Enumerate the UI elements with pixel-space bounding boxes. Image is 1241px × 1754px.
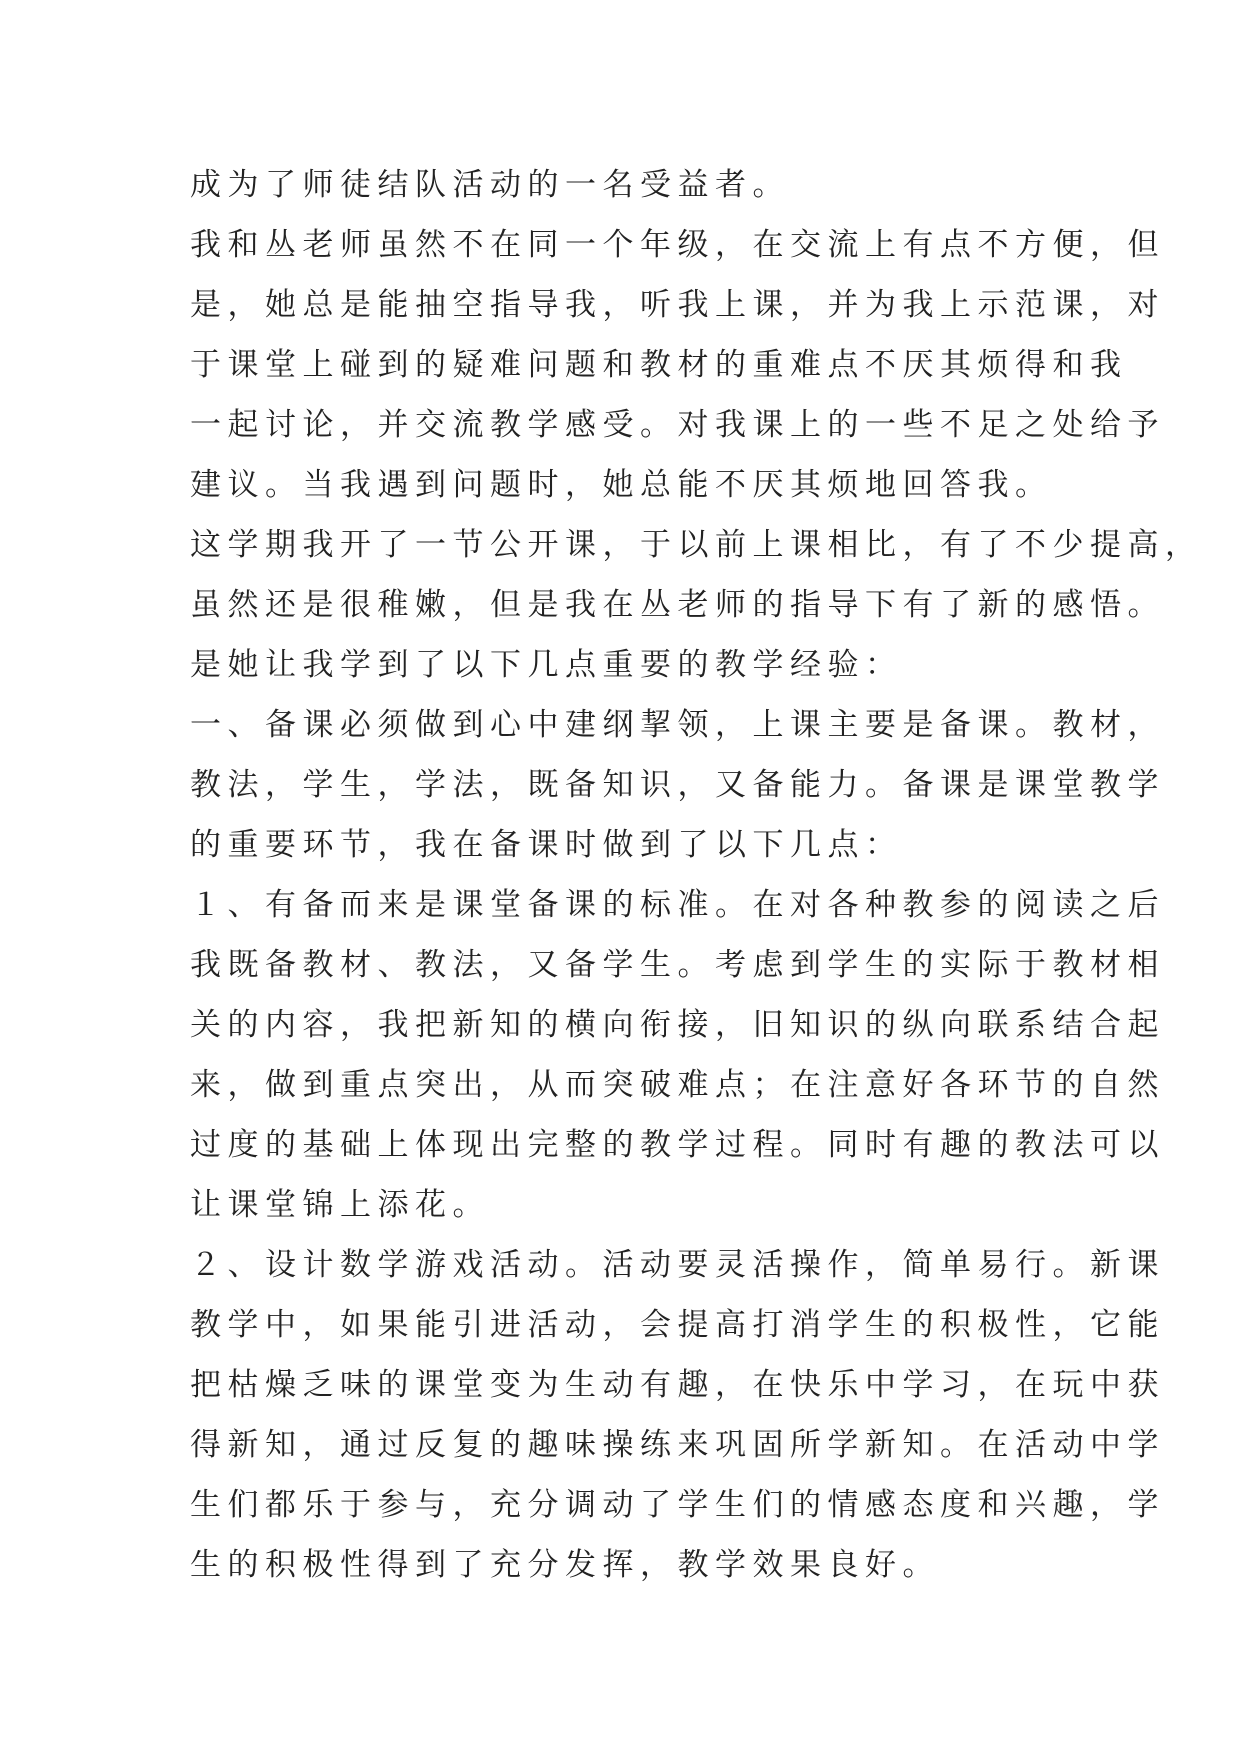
text-line: 我和丛老师虽然不在同一个年级，在交流上有点不方便，但 xyxy=(190,227,1165,263)
text-line: 教学中，如果能引进活动，会提高打消学生的积极性，它能 xyxy=(190,1307,1165,1343)
text-line: 来，做到重点突出，从而突破难点；在注意好各环节的自然 xyxy=(190,1067,1165,1103)
text-line: 的重要环节，我在备课时做到了以下几点： xyxy=(190,827,903,863)
text-line: １、有备而来是课堂备课的标准。在对各种教参的阅读之后 xyxy=(190,887,1165,923)
text-line: 得新知，通过反复的趣味操练来巩固所学新知。在活动中学 xyxy=(190,1427,1165,1463)
text-line: 虽然还是很稚嫩，但是我在丛老师的指导下有了新的感悟。 xyxy=(190,587,1165,623)
text-line: 于课堂上碰到的疑难问题和教材的重难点不厌其烦得和我 xyxy=(190,347,1128,383)
text-line: 建议。当我遇到问题时，她总能不厌其烦地回答我。 xyxy=(190,467,1053,503)
text-line: 是，她总是能抽空指导我，听我上课，并为我上示范课，对 xyxy=(190,287,1165,323)
text-line: 成为了师徒结队活动的一名受益者。 xyxy=(190,167,790,203)
text-line: 让课堂锦上添花。 xyxy=(190,1187,490,1223)
text-line: 关的内容，我把新知的横向衔接，旧知识的纵向联系结合起 xyxy=(190,1007,1165,1043)
text-line: 生们都乐于参与，充分调动了学生们的情感态度和兴趣，学 xyxy=(190,1487,1165,1523)
text-line: ２、设计数学游戏活动。活动要灵活操作，简单易行。新课 xyxy=(190,1247,1165,1283)
text-line: 把枯燥乏味的课堂变为生动有趣，在快乐中学习，在玩中获 xyxy=(190,1367,1165,1403)
text-line: 教法，学生，学法，既备知识，又备能力。备课是课堂教学 xyxy=(190,767,1165,803)
text-line: 一、备课必须做到心中建纲挈领，上课主要是备课。教材， xyxy=(190,707,1165,743)
text-line: 生的积极性得到了充分发挥，教学效果良好。 xyxy=(190,1547,940,1583)
text-line: 是她让我学到了以下几点重要的教学经验： xyxy=(190,647,903,683)
text-line: 这学期我开了一节公开课，于以前上课相比，有了不少提高， xyxy=(190,527,1203,563)
text-line: 过度的基础上体现出完整的教学过程。同时有趣的教法可以 xyxy=(190,1127,1165,1163)
text-line: 一起讨论，并交流教学感受。对我课上的一些不足之处给予 xyxy=(190,407,1165,443)
text-line: 我既备教材、教法，又备学生。考虑到学生的实际于教材相 xyxy=(190,947,1165,983)
document-body xyxy=(190,155,1203,1595)
